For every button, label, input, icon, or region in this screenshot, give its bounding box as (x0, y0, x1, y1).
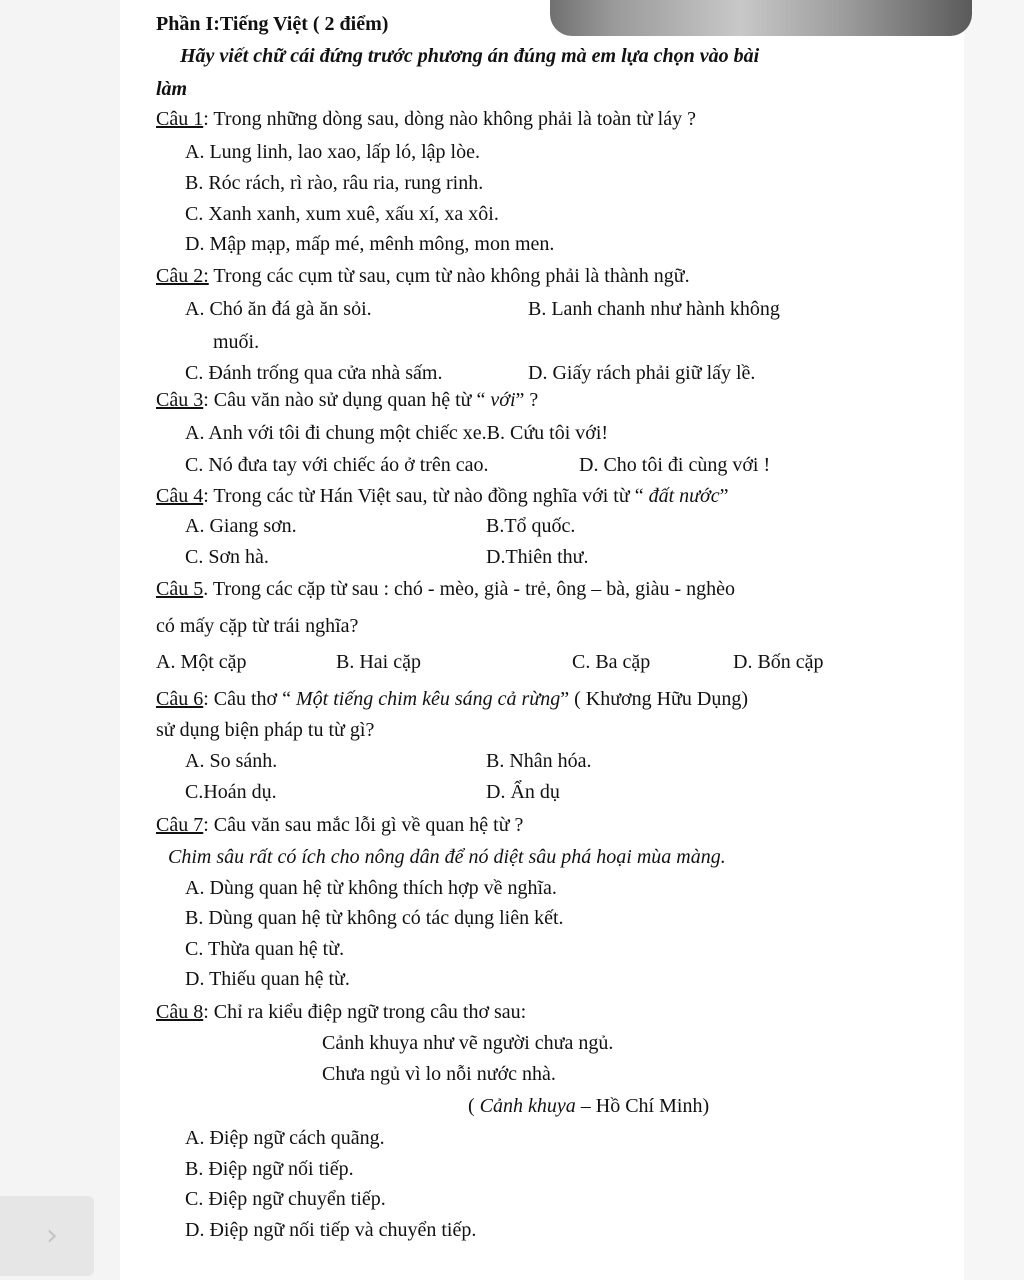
question-2-text: Trong các cụm từ sau, cụm từ nào không phải là thành ngữ. (208, 265, 690, 287)
question-5-label: Câu 5 (156, 578, 204, 600)
q8-option-b: B. Điệp ngữ nối tiếp. (185, 1158, 354, 1180)
question-2-label: Câu 2: (156, 265, 209, 287)
q4-option-c: C. Sơn hà. (185, 546, 269, 568)
q4-option-b: B.Tổ quốc. (486, 515, 576, 537)
poem-line-1: Cảnh khuya như vẽ người chưa ngủ. (322, 1032, 614, 1054)
q5-option-d: D. Bốn cặp (733, 651, 824, 673)
q7-option-d: D. Thiếu quan hệ từ. (185, 968, 350, 990)
q6-option-c: C.Hoán dụ. (185, 781, 277, 803)
next-page-button[interactable] (0, 1196, 94, 1276)
q1-option-c: C. Xanh xanh, xum xuê, xấu xí, xa xôi. (185, 203, 499, 225)
question-1-text: : Trong những dòng sau, dòng nào không phải là toàn từ láy ? (203, 108, 696, 130)
question-7-label: Câu 7 (156, 814, 204, 836)
q2-option-a: A. Chó ăn đá gà ăn sỏi. (185, 298, 372, 320)
q8-option-a: A. Điệp ngữ cách quãng. (185, 1127, 385, 1149)
q3-option-c: C. Nó đưa tay với chiếc áo ở trên cao. (185, 454, 489, 476)
section-title: Phần I:Tiếng Việt ( 2 điểm) (156, 13, 389, 35)
poem-source-title: Cảnh khuya (479, 1095, 576, 1117)
right-margin (964, 0, 1024, 1280)
q5-option-a: A. Một cặp (156, 651, 247, 673)
q6-option-b: B. Nhân hóa. (486, 750, 592, 772)
poem-source (468, 1094, 709, 1118)
question-3 (156, 388, 538, 412)
question-8-text: : Chỉ ra kiểu điệp ngữ trong câu thơ sau: (203, 1001, 527, 1023)
q6-option-d: D. Ẩn dụ (486, 781, 560, 803)
document-page (120, 0, 964, 1280)
q7-option-a: A. Dùng quan hệ từ không thích hợp về nghĩa. (185, 877, 557, 899)
question-7-example: Chim sâu rất có ích cho nông dân để nó diệt sâu phá hoại mùa màng. (168, 846, 726, 868)
question-8 (156, 1000, 526, 1024)
question-4-text-1: : Trong các từ Hán Việt sau, từ nào đồng nghĩa với từ “ (203, 485, 649, 507)
question-1 (156, 107, 696, 131)
question-3-label: Câu 3 (156, 389, 204, 411)
q1-option-b: B. Róc rách, rì rào, râu ria, rung rinh. (185, 172, 484, 194)
instruction-line-2: làm (156, 78, 188, 100)
photo-overlay (550, 0, 972, 36)
question-6-text-2: ” ( Khương Hữu Dụng) (560, 688, 749, 710)
instruction-line-1: Hãy viết chữ cái đứng trước phương án đúng mà em lựa chọn vào bài (180, 45, 760, 67)
poem-source-author: – Hồ Chí Minh) (575, 1095, 710, 1117)
question-5 (156, 577, 735, 601)
q6-option-a: A. So sánh. (185, 750, 278, 772)
poem-line-2: Chưa ngủ vì lo nỗi nước nhà. (322, 1063, 556, 1085)
question-5-continued: có mấy cặp từ trái nghĩa? (156, 615, 359, 637)
q2-option-c: C. Đánh trống qua cửa nhà sấm. (185, 362, 443, 384)
question-7 (156, 813, 523, 837)
question-6-label: Câu 6 (156, 688, 204, 710)
question-4-label: Câu 4 (156, 485, 204, 507)
question-3-text-2: ” ? (515, 389, 539, 411)
question-4 (156, 484, 729, 508)
question-5-text: . Trong các cặp từ sau : chó - mèo, già - trẻ, ông – bà, giàu - nghèo (203, 578, 736, 600)
q1-option-d: D. Mập mạp, mấp mé, mênh mông, mon men. (185, 233, 555, 255)
q4-option-a: A. Giang sơn. (185, 515, 297, 537)
q5-option-b: B. Hai cặp (336, 651, 421, 673)
q5-option-c: C. Ba cặp (572, 651, 651, 673)
question-3-text-1: : Câu văn nào sử dụng quan hệ từ “ (203, 389, 491, 411)
poem-source-open: ( (468, 1095, 480, 1117)
q8-option-d: D. Điệp ngữ nối tiếp và chuyển tiếp. (185, 1219, 477, 1241)
q7-option-b: B. Dùng quan hệ từ không có tác dụng liên kết. (185, 907, 564, 929)
question-6-text-1: : Câu thơ “ (203, 688, 297, 710)
chevron-right-icon: › (46, 1218, 58, 1253)
q3-option-d: D. Cho tôi đi cùng với ! (579, 454, 771, 476)
left-margin (0, 0, 120, 1280)
question-7-text: : Câu văn sau mắc lỗi gì về quan hệ từ ? (203, 814, 524, 836)
question-4-keyword: đất nước (648, 485, 720, 507)
q4-option-d: D.Thiên thư. (486, 546, 589, 568)
question-3-keyword: với (490, 389, 516, 411)
question-6 (156, 687, 748, 711)
q1-option-a: A. Lung linh, lao xao, lấp ló, lập lòe. (185, 141, 480, 163)
question-1-label: Câu 1 (156, 108, 204, 130)
question-2 (156, 264, 690, 288)
q8-option-c: C. Điệp ngữ chuyển tiếp. (185, 1188, 386, 1210)
q3-options-a-b: A. Anh với tôi đi chung một chiếc xe.B. Cứu tôi với! (185, 422, 609, 444)
question-6-quote: Một tiếng chim kêu sáng cả rừng (296, 688, 561, 710)
question-8-label: Câu 8 (156, 1001, 204, 1023)
question-6-continued: sử dụng biện pháp tu từ gì? (156, 719, 375, 741)
q2-option-d: D. Giấy rách phải giữ lấy lề. (528, 362, 756, 384)
question-4-text-2: ” (719, 485, 729, 507)
q7-option-c: C. Thừa quan hệ từ. (185, 938, 345, 960)
q2-option-b: B. Lanh chanh như hành không (528, 298, 780, 320)
q2-option-b-continued: muối. (213, 331, 260, 353)
